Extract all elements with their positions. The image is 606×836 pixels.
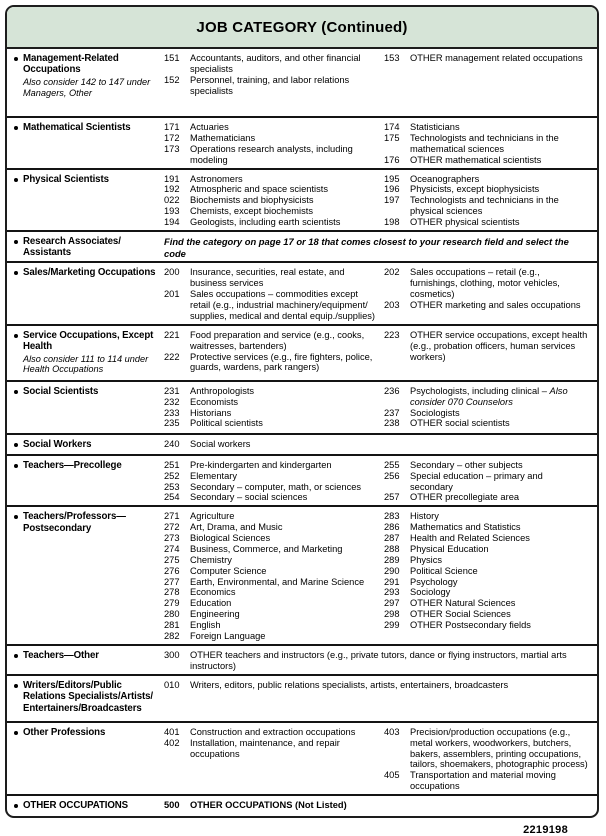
job-code: 152 (164, 74, 180, 85)
job-description: Astronomers (190, 173, 243, 184)
table-header (7, 7, 597, 49)
job-code-item (384, 620, 592, 631)
bullet-icon (14, 731, 18, 735)
job-code: 151 (164, 53, 180, 63)
job-code: 231 (164, 385, 180, 396)
job-description: Accountants, auditors, and other financial specialists (190, 53, 361, 74)
job-description: Agriculture (190, 511, 235, 522)
category-label: Teachers/​Professors—Postsecondary (23, 511, 126, 534)
job-description: OTHER Social Sciences (410, 609, 511, 620)
job-code: 252 (164, 470, 180, 481)
job-description: Mathematics and Statistics (410, 522, 521, 533)
job-code-item (384, 587, 592, 598)
codes-area (164, 386, 592, 430)
job-code-item (164, 206, 384, 217)
job-code: 283 (384, 511, 400, 522)
bullet-icon (14, 804, 18, 808)
form-number: 2219198 (523, 824, 568, 836)
job-description: Technologists and technicians in the mathematical sciences (410, 132, 559, 154)
category-label: Mathematical Scientists (23, 122, 131, 133)
job-code: 232 (164, 396, 180, 407)
job-code: 251 (164, 459, 180, 470)
instruction-note: Find the category on page 17 or 18 that comes closest to your research field and select the code (164, 235, 569, 259)
job-code: 405 (384, 770, 400, 781)
category-label: Research Associates/​Assistants (23, 235, 121, 259)
job-code: 300 (164, 649, 180, 660)
job-code-item (384, 155, 592, 166)
category-cell (12, 174, 162, 185)
job-code-item (164, 650, 592, 672)
codes-area (164, 53, 592, 97)
job-code: 235 (164, 418, 180, 429)
job-description: Computer Science (190, 565, 267, 576)
job-code-item (164, 492, 384, 503)
category-cell (12, 650, 162, 661)
job-code: 401 (164, 726, 180, 737)
job-description: Physics (410, 554, 443, 565)
codes-area (164, 439, 592, 450)
job-code-item (384, 300, 592, 311)
category-label: Teachers—Precollege (23, 459, 122, 471)
job-description: Engineering (190, 609, 240, 620)
job-code: 172 (164, 132, 180, 143)
bullet-icon (14, 464, 18, 468)
job-code-item (384, 174, 592, 185)
job-description: Physicists, except biophysicists (410, 184, 540, 195)
job-code: 237 (384, 407, 400, 418)
job-code-item (164, 680, 592, 691)
category-label: Social Workers (23, 438, 92, 450)
job-code: 175 (384, 132, 400, 143)
job-description: Business, Commerce, and Marketing (190, 543, 343, 554)
job-description: Economists (190, 396, 239, 407)
job-description: Anthropologists (190, 385, 255, 396)
job-code: 297 (384, 598, 400, 609)
job-category-row (7, 168, 597, 230)
job-category-row (7, 324, 597, 380)
bullet-icon (14, 654, 18, 658)
bullet-icon (14, 178, 18, 182)
job-code-item (384, 770, 592, 792)
job-description: Psychology (410, 576, 458, 587)
job-description: Chemistry (190, 554, 232, 565)
category-cell (12, 511, 162, 534)
job-code-item (164, 482, 384, 493)
job-code-item (164, 397, 384, 408)
job-code-item (384, 133, 592, 155)
job-code-item (384, 533, 592, 544)
category-label: Teachers—Other (23, 649, 99, 661)
category-note: Also consider 142 to 147 under Managers, Other (23, 76, 151, 98)
job-code: 197 (384, 195, 400, 206)
job-description: Political Science (410, 565, 478, 576)
job-code: 191 (164, 173, 180, 184)
job-code: 288 (384, 543, 400, 554)
codes-area (164, 727, 592, 792)
job-code: 289 (384, 554, 400, 565)
job-code: 274 (164, 543, 180, 554)
job-code-item (164, 352, 384, 374)
job-description: OTHER OCCUPATIONS (Not Listed) (190, 800, 347, 810)
job-description: Foreign Language (190, 630, 266, 641)
bullet-icon (14, 57, 18, 61)
job-code: 022 (164, 195, 180, 206)
job-code-item (164, 727, 384, 738)
job-description: Health and Related Sciences (410, 533, 530, 543)
job-description: Art, Drama, and Music (190, 522, 283, 533)
job-code: 500 (164, 800, 180, 810)
job-description: Transportation and material moving occupations (410, 770, 556, 792)
job-code: 257 (384, 492, 400, 503)
job-code-item (384, 195, 592, 217)
job-code: 201 (164, 289, 180, 300)
job-category-row (7, 116, 597, 168)
job-code-item (164, 330, 384, 352)
job-description: Physical Education (410, 543, 489, 554)
job-code: 203 (384, 300, 400, 310)
job-code: 286 (384, 522, 400, 533)
job-code: 271 (164, 511, 180, 522)
job-description: Mathematicians (190, 132, 256, 143)
job-description: Earth, Environmental, and Marine Science (190, 576, 365, 587)
job-description: Biological Sciences (190, 533, 271, 543)
job-description: OTHER mathematical scientists (410, 154, 542, 165)
job-code: 238 (384, 418, 400, 429)
job-code: 275 (164, 554, 180, 565)
job-code: 278 (164, 587, 180, 598)
job-code: 254 (164, 492, 180, 503)
category-table-body (7, 49, 597, 816)
job-code-item (164, 217, 384, 228)
job-code: 299 (384, 620, 400, 630)
job-description: Food preparation and service (e.g., cooks, waitresses, bartenders) (190, 329, 365, 351)
codes-area (164, 800, 592, 811)
job-code-item (164, 471, 384, 482)
job-code-item (164, 544, 384, 555)
job-code-item (384, 267, 592, 300)
job-code-item (384, 555, 592, 566)
category-label: Writers/​Editors/​Public Relations Specialists/​Artists/​Entertainers/​Broadcasters (23, 679, 153, 714)
job-code-item (164, 133, 384, 144)
job-code: 153 (384, 53, 400, 63)
job-description: Special education – primary and secondary (410, 470, 543, 492)
job-code: 171 (164, 122, 180, 132)
category-cell (12, 267, 162, 278)
job-category-row (7, 433, 597, 454)
job-code: 194 (164, 217, 180, 227)
job-code: 282 (164, 630, 180, 641)
codes-area (164, 174, 592, 228)
job-code-item (164, 800, 592, 811)
job-description: Writers, editors, public relations specialists, artists, entertainers, broadcasters (190, 679, 509, 690)
bullet-icon (14, 515, 18, 519)
job-description: OTHER service occupations, except health (e.g., probation officers, human services workers) (410, 329, 588, 362)
category-cell (12, 386, 162, 397)
job-description: Statisticians (410, 122, 460, 132)
job-description: OTHER Natural Sciences (410, 598, 516, 609)
job-code-item (384, 609, 592, 620)
job-category-row (7, 380, 597, 433)
job-category-row (7, 261, 597, 323)
job-code-item (164, 511, 384, 522)
job-description: OTHER Postsecondary fields (410, 620, 531, 630)
category-cell (12, 439, 162, 450)
job-code-item (164, 53, 384, 75)
job-code-item (384, 492, 592, 503)
bullet-icon (14, 334, 18, 338)
job-code: 287 (384, 533, 400, 543)
job-description: OTHER physical scientists (410, 217, 520, 227)
bullet-icon (14, 271, 18, 275)
category-cell (12, 800, 162, 811)
job-code-item (164, 566, 384, 577)
job-code-item (384, 460, 592, 471)
job-description: Education (190, 598, 232, 609)
job-code-item (164, 587, 384, 598)
job-description: OTHER precollegiate area (410, 492, 520, 503)
job-category-row (7, 644, 597, 674)
job-description: Sociologists (410, 407, 460, 418)
bullet-icon (14, 443, 18, 447)
job-description: Political scientists (190, 418, 263, 429)
job-description: Social workers (190, 438, 251, 449)
job-code-item (164, 522, 384, 533)
job-code-item (164, 386, 384, 397)
category-label: Management-Related Occupations (23, 53, 119, 76)
codes-area (164, 122, 592, 166)
job-code: 192 (164, 184, 180, 195)
job-code-item (164, 631, 384, 642)
job-code-item (164, 620, 384, 631)
job-code-item (164, 609, 384, 620)
job-code: 200 (164, 267, 180, 278)
job-code-item (164, 418, 384, 429)
category-cell (12, 330, 162, 376)
codes-area (164, 680, 592, 691)
job-code: 255 (384, 459, 400, 470)
job-code-item (384, 544, 592, 555)
category-cell (12, 460, 162, 471)
job-code-item (384, 598, 592, 609)
job-description: OTHER marketing and sales occupations (410, 300, 581, 310)
job-code: 279 (164, 598, 180, 609)
job-code: 403 (384, 726, 400, 737)
category-cell (12, 122, 162, 133)
job-code: 291 (384, 576, 400, 587)
category-label: OTHER OCCUPATIONS (23, 800, 129, 811)
job-code-item (384, 511, 592, 522)
job-code: 223 (384, 329, 400, 340)
job-code-item (164, 144, 384, 166)
job-code: 221 (164, 329, 180, 340)
bullet-icon (14, 684, 18, 688)
job-description: History (410, 511, 439, 522)
category-note: Also consider 111 to 114 under Health Occupations (23, 353, 149, 375)
job-description: OTHER social scientists (410, 418, 510, 429)
job-description: Actuaries (190, 122, 229, 132)
category-cell (12, 680, 162, 714)
category-cell (12, 727, 162, 738)
job-code-item (164, 738, 384, 760)
job-description: Sales occupations – retail (e.g., furnishings, clothing, motor vehicles, cosmetics) (410, 267, 560, 300)
job-code: 174 (384, 122, 400, 132)
job-code-item (384, 408, 592, 419)
codes-area (164, 460, 592, 504)
category-label: Service Occupations, Except Health (23, 329, 154, 353)
job-description: OTHER teachers and instructors (e.g., private tutors, dance or flying instructors, martial arts instructors) (190, 649, 567, 671)
job-category-row (7, 674, 597, 721)
job-code-item (164, 408, 384, 419)
job-code-item (384, 122, 592, 133)
category-cell (12, 53, 162, 99)
job-code-item (164, 598, 384, 609)
job-category-row (7, 721, 597, 794)
job-description: Psychologists, including clinical – Also consider 070 Counselors (410, 385, 568, 407)
job-category-table (5, 5, 599, 818)
job-description: Elementary (190, 470, 238, 481)
job-code-item (384, 386, 592, 408)
page-title: JOB CATEGORY (Continued) (196, 18, 408, 36)
job-code: 281 (164, 620, 180, 630)
category-label: Physical Scientists (23, 173, 109, 185)
job-code: 402 (164, 737, 180, 748)
codes-area (164, 267, 592, 321)
job-code-item (164, 577, 384, 588)
job-code-item (384, 53, 592, 64)
category-label: Other Professions (23, 726, 106, 738)
job-description: Secondary – computer, math, or sciences (190, 481, 362, 492)
job-code: 293 (384, 587, 400, 598)
codes-area (164, 330, 592, 374)
job-description: Historians (190, 407, 232, 418)
job-category-row (7, 230, 597, 262)
job-category-row (7, 49, 597, 116)
job-code-item (384, 217, 592, 228)
job-code-item (384, 727, 592, 771)
job-code-item (384, 522, 592, 533)
italic-note: Also consider 070 Counselors (410, 385, 568, 407)
job-code: 240 (164, 438, 180, 449)
job-code: 176 (384, 154, 400, 165)
bullet-icon (14, 126, 18, 130)
job-description: Oceanographers (410, 173, 480, 184)
job-code: 233 (164, 407, 180, 418)
job-code: 253 (164, 481, 180, 492)
job-code-item (164, 460, 384, 471)
job-code-item (384, 566, 592, 577)
job-code: 277 (164, 576, 180, 587)
job-code-item (384, 330, 592, 363)
category-label: Sales/​Marketing Occupations (23, 267, 156, 279)
job-description: Geologists, including earth scientists (190, 217, 341, 227)
job-code-item (164, 122, 384, 133)
job-description: Construction and extraction occupations (190, 726, 356, 737)
job-code: 195 (384, 173, 400, 184)
job-code-item (164, 75, 384, 97)
job-code-item (164, 533, 384, 544)
job-description: Operations research analysts, including modeling (190, 143, 353, 165)
job-description: Economics (190, 587, 236, 598)
bullet-icon (14, 240, 18, 244)
job-code-item (164, 184, 384, 195)
codes-area (164, 650, 592, 672)
job-description: Pre-kindergarten and kindergarten (190, 459, 332, 470)
job-code-item (384, 471, 592, 493)
bullet-icon (14, 390, 18, 394)
job-category-row (7, 454, 597, 506)
job-code-item (164, 267, 384, 289)
codes-area (164, 511, 592, 642)
job-description: Secondary – social sciences (190, 492, 308, 503)
category-label: Social Scientists (23, 385, 99, 397)
job-description: Sociology (410, 587, 451, 598)
category-cell (12, 236, 162, 259)
job-code-item (384, 577, 592, 588)
job-code-item (164, 195, 384, 206)
job-code-item (384, 184, 592, 195)
job-description: OTHER management related occupations (410, 53, 583, 63)
job-code: 173 (164, 143, 180, 154)
job-code: 196 (384, 184, 400, 195)
job-code: 280 (164, 609, 180, 620)
codes-area (164, 236, 592, 260)
job-code: 290 (384, 565, 400, 576)
job-code: 272 (164, 522, 180, 533)
job-code-item (164, 289, 384, 322)
job-code: 256 (384, 470, 400, 481)
job-description: Insurance, securities, real estate, and business services (190, 267, 345, 289)
job-code: 010 (164, 679, 180, 690)
job-code-item (384, 418, 592, 429)
job-description: Installation, maintenance, and repair occupations (190, 737, 340, 759)
job-code: 193 (164, 206, 180, 217)
job-description: Technologists and technicians in the physical sciences (410, 195, 559, 217)
job-description: Personnel, training, and labor relations specialists (190, 74, 350, 96)
job-code-item (164, 439, 592, 450)
job-category-row (7, 505, 597, 644)
job-code-item (164, 174, 384, 185)
job-code: 222 (164, 351, 180, 362)
job-description: Atmospheric and space scientists (190, 184, 328, 195)
job-category-row (7, 794, 597, 816)
job-description: Secondary – other subjects (410, 459, 523, 470)
job-description: Sales occupations – commodities except retail (e.g., industrial machinery/​equipment/​supplies, medical and dental equip./​supplies) (190, 289, 376, 321)
job-code: 298 (384, 609, 400, 620)
job-code: 273 (164, 533, 180, 543)
job-description: Chemists, except biochemists (190, 206, 313, 217)
job-code: 276 (164, 565, 180, 576)
job-code-item (164, 555, 384, 566)
job-code: 236 (384, 385, 400, 396)
job-description: Biochemists and biophysicists (190, 195, 314, 206)
job-description: English (190, 620, 221, 630)
job-code: 202 (384, 267, 400, 278)
job-description: Protective services (e.g., fire fighters, police, guards, wardens, park rangers) (190, 351, 373, 373)
job-description: Precision/​production occupations (e.g., metal workers, woodworkers, butchers, bakers, assemblers, printing occupations, tailors, shoemakers, photographic process) (410, 726, 588, 770)
job-code: 198 (384, 217, 400, 227)
